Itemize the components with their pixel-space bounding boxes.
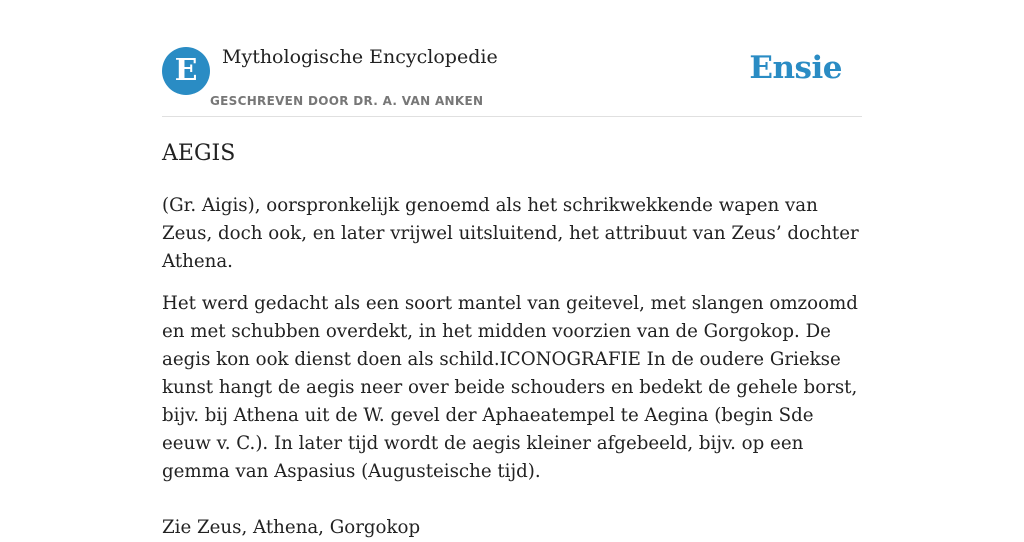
- publication-logo-icon[interactable]: E: [162, 47, 210, 95]
- entry-paragraph: Het werd gedacht als een soort mantel van geitevel, met slangen omzoomd en met schubben overdekt, in het midden voorzien van de Gorgokop. De aegis kon ook dienst doen als schild.ICONOGRAFIE In de oudere Griekse kunst hangt de aegis neer over beide schouders en bedekt de gehele borst, bijv. bij Athena uit de W. gevel der Aphaeatempel te Aegina (begin Sde eeuw v. C.). In later tijd wordt de aegis kleiner afgebeeld, bijv. op een gemma van Aspasius (Augusteische tijd).: [162, 293, 858, 482]
- entry-paragraph: (Gr. Aigis), oorspronkelijk genoemd als het schrikwekkende wapen van Zeus, doch ook, en later vrijwel uitsluitend, het attribuut van Zeus’ dochter Athena.: [162, 195, 859, 272]
- entry-title: AEGIS: [162, 141, 236, 166]
- see-also-links[interactable]: Zie Zeus, Athena, Gorgokop: [162, 517, 421, 538]
- header: [162, 40, 862, 117]
- author-byline[interactable]: GESCHREVEN DOOR DR. A. VAN ANKEN: [210, 94, 484, 108]
- article-content: [162, 138, 862, 542]
- publication-title[interactable]: Mythologische Encyclopedie: [222, 46, 498, 68]
- brand-logo[interactable]: Ensie: [749, 50, 842, 86]
